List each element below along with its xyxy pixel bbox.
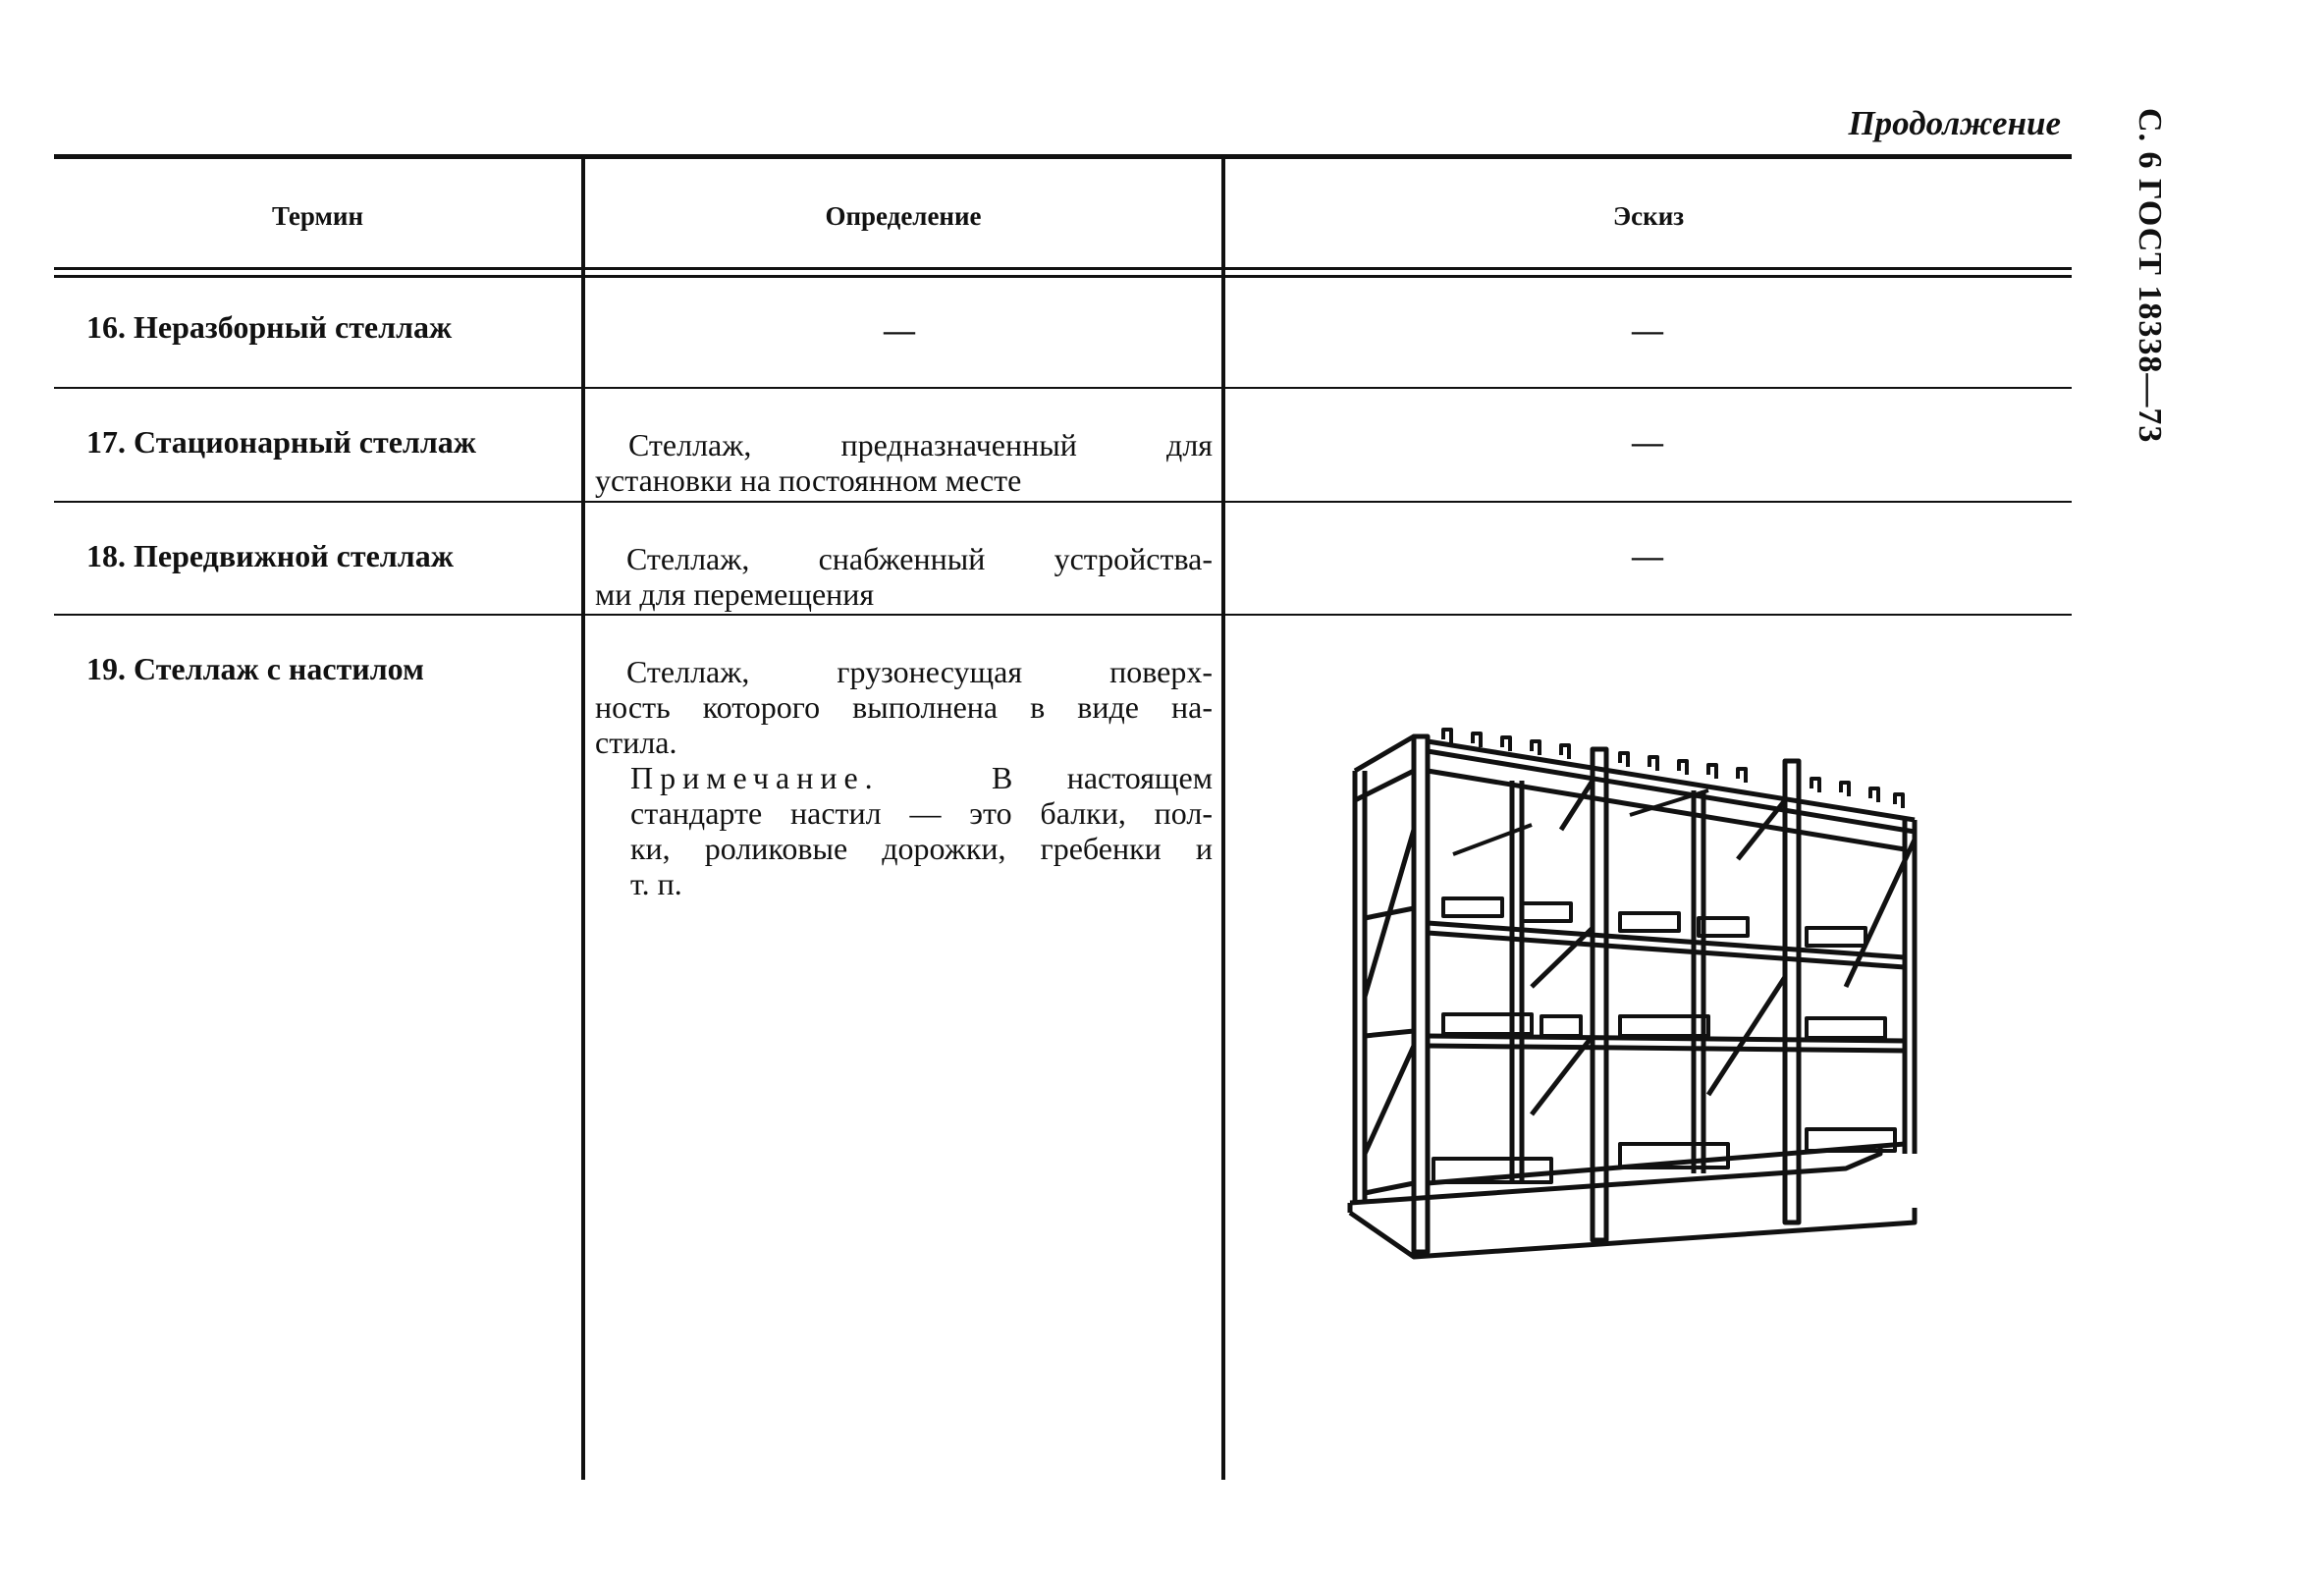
column-header-term: Термин xyxy=(271,201,364,231)
definition-dash-16: — xyxy=(884,312,915,348)
row-16-divider xyxy=(54,387,2072,389)
sketch-dash-16: — xyxy=(1632,312,1663,348)
note-line-2: стандарте настил — это балки, пол- xyxy=(630,795,1213,831)
definition-18-line-1: Стеллаж, снабженный устройства- xyxy=(626,541,1213,576)
term-16: 16. Неразборный стеллаж xyxy=(86,309,453,345)
term-18: 18. Передвижной стеллаж xyxy=(86,538,454,573)
term-17: 17. Стационарный стеллаж xyxy=(86,424,476,460)
sketch-dash-18: — xyxy=(1632,538,1663,573)
column-header-sketch: Эскиз xyxy=(1612,201,1685,231)
row-17-divider xyxy=(54,501,2072,503)
header-bottom-rule-2 xyxy=(54,275,2072,278)
note-line-1: В настоящем xyxy=(992,760,1213,795)
note-label: Примечание. xyxy=(630,760,880,795)
note-line-3: ки, роликовые дорожки, гребенки и xyxy=(630,831,1213,866)
shelving-rack-sketch xyxy=(1335,722,1983,1272)
definition-19-line-1: Стеллаж, грузонесущая поверх- xyxy=(626,654,1213,689)
rack-brace xyxy=(1365,830,1414,997)
definition-18-line-2: ми для перемещения xyxy=(595,576,875,612)
column-header-definition: Определение xyxy=(825,201,982,231)
note-line-4: т. п. xyxy=(630,866,682,901)
sketch-dash-17: — xyxy=(1632,424,1663,460)
continuation-label: Продолжение xyxy=(1848,104,2061,142)
definition-17-line-1: Стеллаж, предназначенный для xyxy=(628,427,1213,462)
row-18-divider xyxy=(54,614,2072,616)
column-divider-1 xyxy=(581,159,585,1480)
definition-19-line-2: ность которого выполнена в виде на- xyxy=(595,689,1213,725)
definition-17-line-2: установки на постоянном месте xyxy=(595,462,1022,498)
definition-19-line-3: стила. xyxy=(595,725,677,760)
header-bottom-rule xyxy=(54,267,2072,270)
column-divider-2 xyxy=(1221,159,1225,1480)
rack-upright-1 xyxy=(1414,736,1428,1252)
side-page-header: С. 6 ГОСТ 18338—73 xyxy=(2132,108,2168,444)
term-19: 19. Стеллаж с настилом xyxy=(86,651,424,686)
table-top-rule xyxy=(54,154,2072,159)
